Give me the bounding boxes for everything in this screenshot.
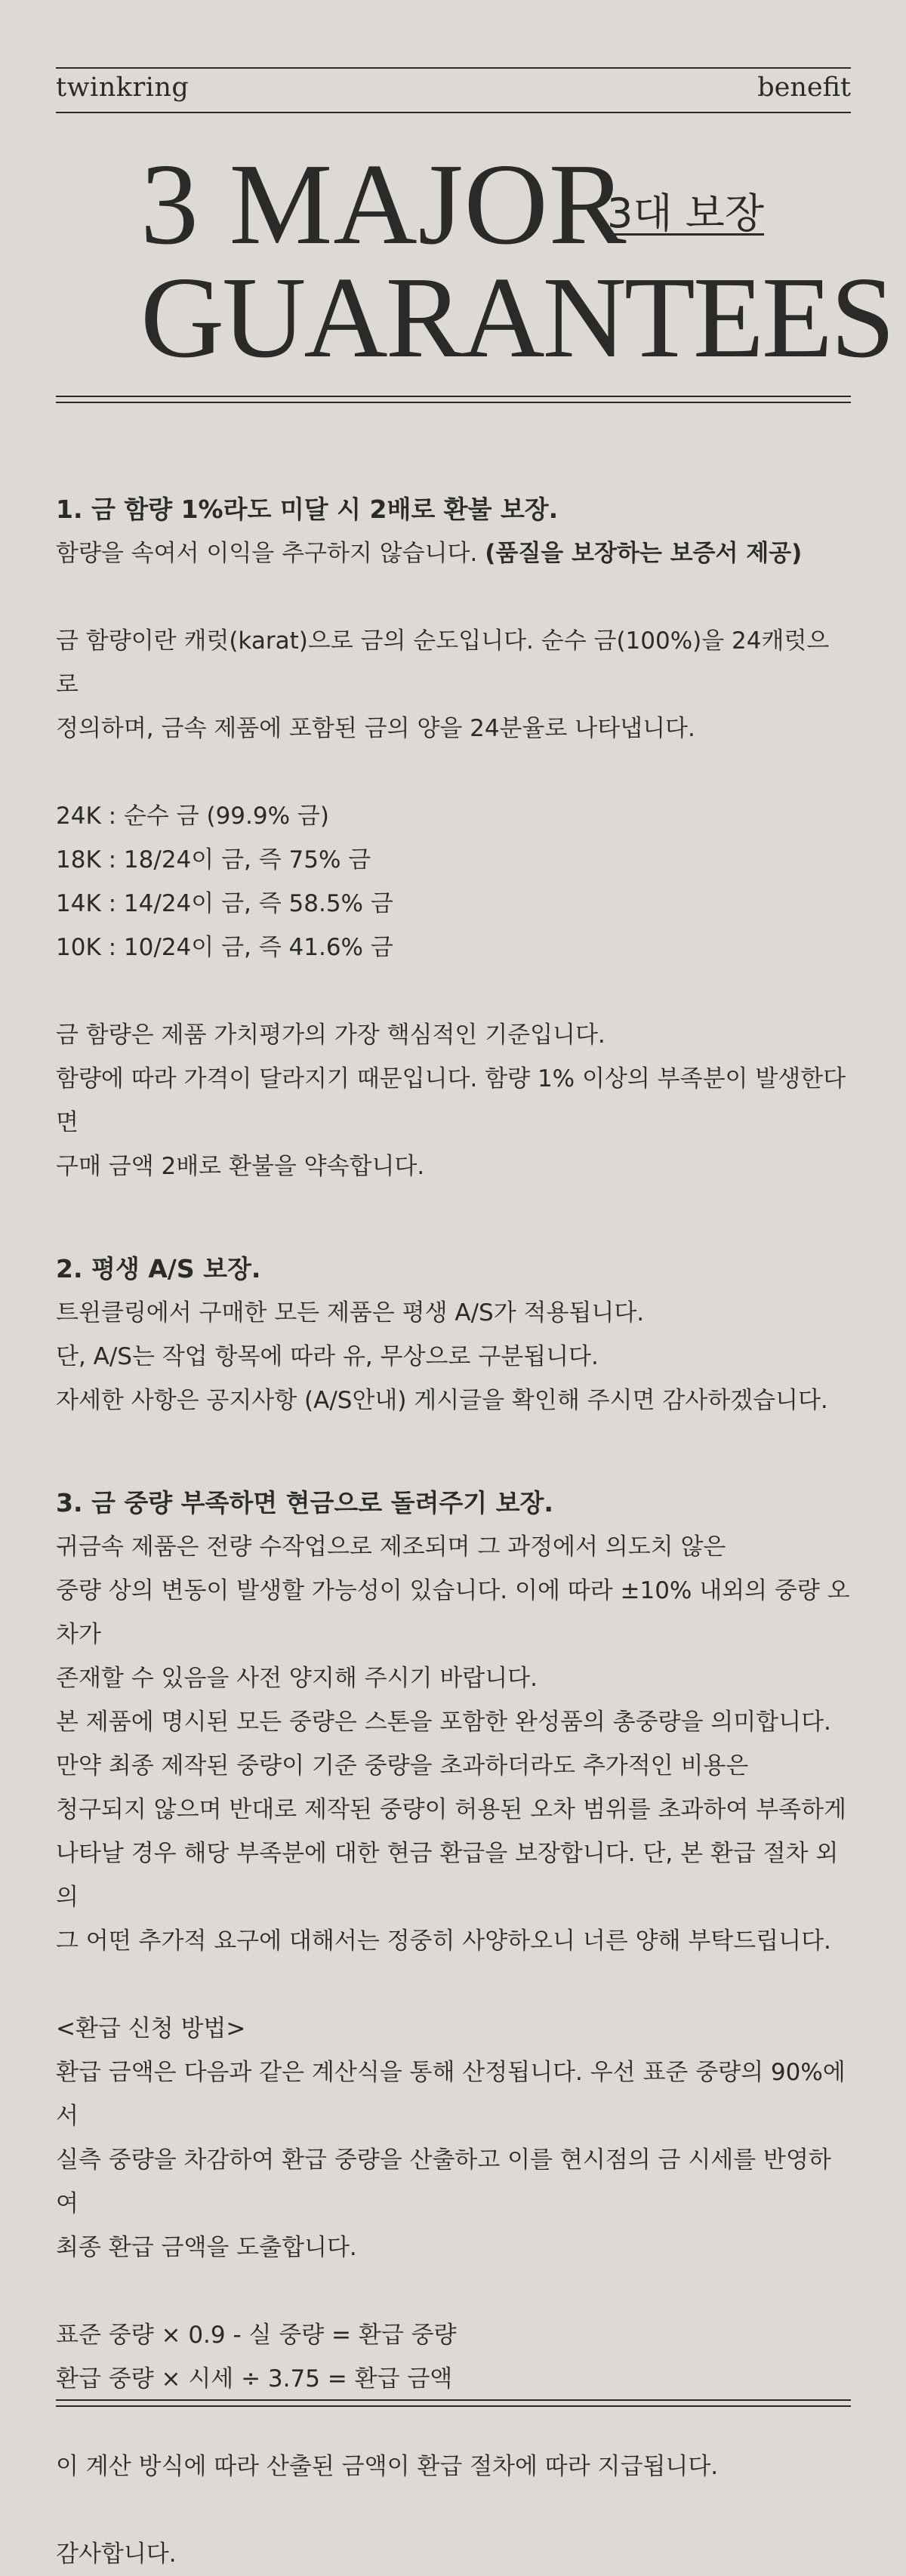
section-1-intro [56, 532, 851, 575]
formula-refund-amount: 환급 중량 × 시세 ÷ 3.75 = 환급 금액 [56, 2365, 453, 2393]
thanks-line: 감사합니다. [56, 2541, 177, 2568]
refund-method-line-1: 환급 금액은 다음과 같은 계산식을 통해 산정됩니다. 우선 표준 중량의 90%에서 [56, 2059, 846, 2130]
section-3-line-4: 본 제품에 명시된 모든 중량은 스톤을 포함한 완성품의 총중량을 의미합니다. [56, 1709, 831, 1736]
section-3-line-5: 만약 최종 제작된 중량이 기준 중량을 초과하더라도 추가적인 비용은 [56, 1752, 749, 1779]
section-1-para-3-2: 함량에 따라 가격이 달라지기 때문입니다. 함량 1% 이상의 부족분이 발생한다면 [56, 1065, 846, 1136]
guarantee-content [56, 488, 851, 2576]
karat-14k: 14K : 14/24이 금, 즉 58.5% 금 [56, 890, 393, 917]
section-2-line-2: 단, A/S는 작업 항목에 따라 유, 무상으로 구분됩니다. [56, 1343, 599, 1370]
footer-double-rule [56, 2399, 851, 2407]
benefit-page [56, 0, 893, 2568]
section-3-line-2: 중량 상의 변동이 발생할 가능성이 있습니다. 이에 따라 ±10% 내외의 중량 오차가 [56, 1577, 850, 1648]
brand-name: twinkring [56, 72, 190, 103]
section-2-heading: 2. 평생 A/S 보장. [56, 1254, 261, 1283]
refund-method-title: <환급 신청 방법> [56, 2015, 246, 2042]
section-1-intro-text: 함량을 속여서 이익을 추구하지 않습니다. [56, 540, 485, 567]
section-1-karat-def-1: 금 함량이란 캐럿(karat)으로 금의 순도입니다. 순수 금(100%)을 24캐럿으로 [56, 627, 830, 698]
section-1-para-3-1: 금 함량은 제품 가치평가의 가장 핵심적인 기준입니다. [56, 1021, 606, 1049]
section-3-line-6: 청구되지 않으며 반대로 제작된 중량이 허용된 오차 범위를 초과하여 부족하게 [56, 1796, 846, 1823]
section-3-line-3: 존재할 수 있음을 사전 양지해 주시기 바랍니다. [56, 1665, 538, 1692]
refund-method-line-3: 최종 환급 금액을 도출합니다. [56, 2234, 357, 2261]
section-1-para-3-3: 구매 금액 2배로 환불을 약속합니다. [56, 1153, 425, 1180]
section-1-karat-def-2: 정의하며, 금속 제품에 포함된 금의 양을 24분율로 나타냅니다. [56, 715, 695, 742]
section-1-heading: 1. 금 함량 1%라도 미달 시 2배로 환불 보장. [56, 495, 559, 524]
page-title [140, 140, 893, 382]
closing-line: 이 계산 방식에 따라 산출된 금액이 환급 절차에 따라 지급됩니다. [56, 2453, 719, 2480]
formula-refund-weight: 표준 중량 × 0.9 - 실 중량 = 환급 중량 [56, 2322, 457, 2349]
karat-18k: 18K : 18/24이 금, 즉 75% 금 [56, 846, 371, 874]
header-bottom-rule [56, 112, 851, 113]
section-tag: benefit [757, 72, 851, 103]
section-3-line-8: 그 어떤 추가적 요구에 대해서는 정중히 사양하오니 너른 양해 부탁드립니다. [56, 1927, 831, 1955]
section-3-line-1: 귀금속 제품은 전량 수작업으로 제조되며 그 과정에서 의도치 않은 [56, 1533, 726, 1561]
title-double-rule [56, 396, 851, 403]
section-3-line-7: 나타날 경우 해당 부족분에 대한 현금 환급을 보장합니다. 단, 본 환급 절차 외의 [56, 1840, 839, 1911]
title-line-2: GUARANTEES [140, 254, 893, 382]
section-1-intro-bold: (품질을 보장하는 보증서 제공) [485, 540, 803, 567]
refund-method-line-2: 실측 중량을 차감하여 환급 중량을 산출하고 이를 현시점의 금 시세를 반영하여 [56, 2146, 831, 2217]
header-top-rule [56, 67, 851, 69]
title-line-1: 3 MAJOR [140, 140, 627, 269]
section-2-line-3: 자세한 사항은 공지사항 (A/S안내) 게시글을 확인해 주시면 감사하겠습니다. [56, 1387, 828, 1414]
karat-24k: 24K : 순수 금 (99.9% 금) [56, 803, 329, 830]
section-2-line-1: 트윈클링에서 구매한 모든 제품은 평생 A/S가 적용됩니다. [56, 1299, 645, 1327]
karat-10k: 10K : 10/24이 금, 즉 41.6% 금 [56, 934, 393, 961]
title-korean: 3대 보장 [607, 190, 765, 237]
section-3-heading: 3. 금 중량 부족하면 현금으로 돌려주기 보장. [56, 1488, 553, 1518]
